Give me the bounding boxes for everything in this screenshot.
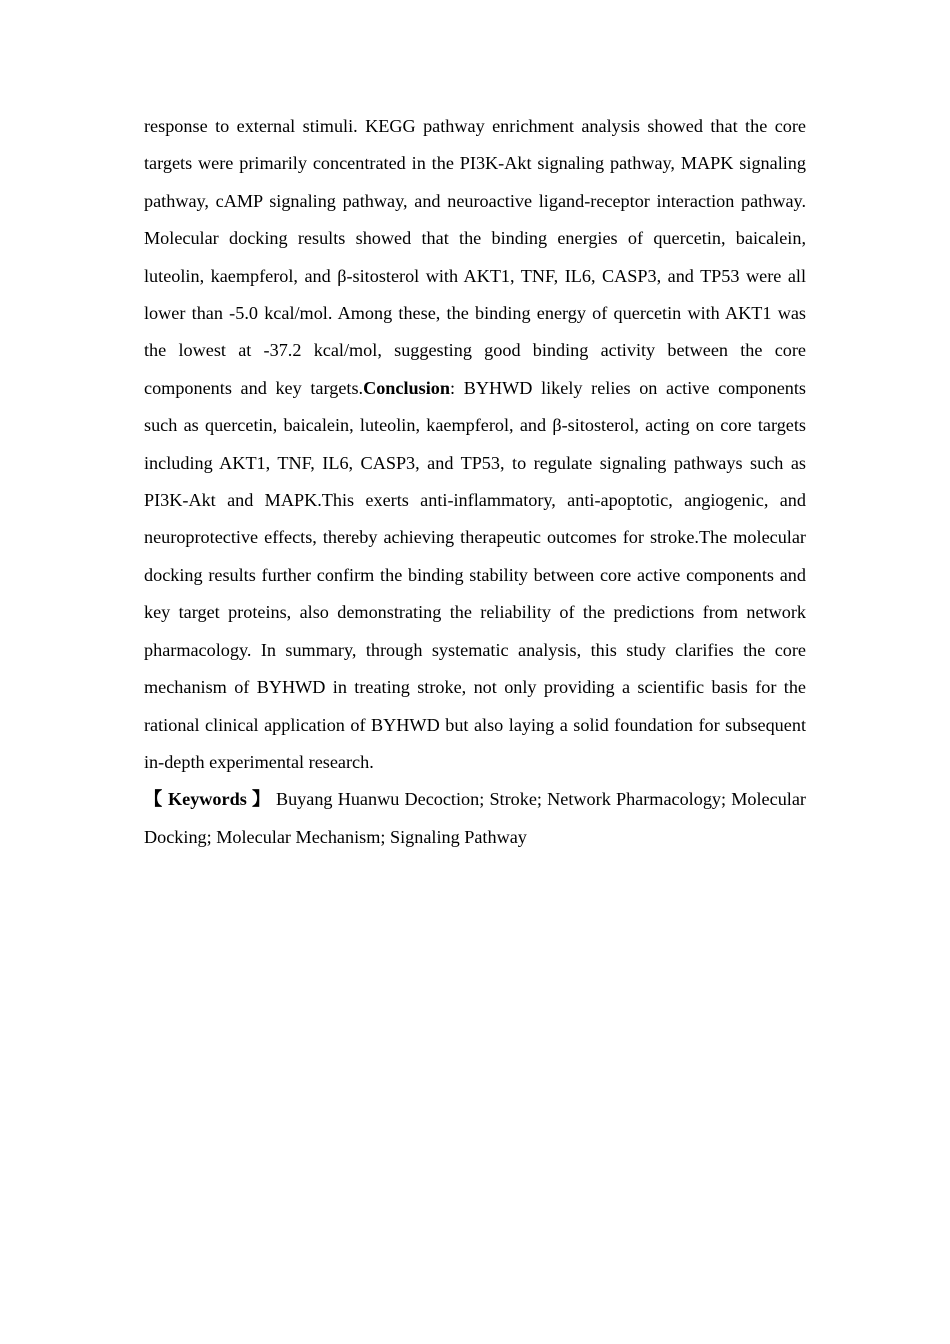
abstract-body bbox=[144, 108, 806, 856]
keywords-label: Keywords bbox=[167, 789, 247, 810]
keywords-open-bracket: 【 bbox=[144, 789, 163, 810]
abstract-results-text: response to external stimuli. KEGG pathway enrichment analysis showed that the core targets were primarily concentrated in the PI3K-Akt signaling pathway, MAPK signaling pathway, cAMP signaling pathway, and neuroactive ligand-receptor interaction pathway. Molecular docking results showed that the binding energies of quercetin, baicalein, luteolin, kaempferol, and β-sitosterol with AKT1, TNF, IL6, CASP3, and TP53 were all lower than -5.0 kcal/mol. Among these, the binding energy of quercetin with AKT1 was the lowest at -37.2 kcal/mol, suggesting good binding activity between the core components and key targets. bbox=[144, 116, 806, 398]
abstract-paragraph bbox=[144, 108, 806, 781]
keywords-paragraph bbox=[144, 781, 806, 856]
keywords-text: Buyang Huanwu Decoction; Stroke; Network Pharmacology; Molecular Docking; Molecular Mechanism; Signaling Pathway bbox=[144, 789, 806, 847]
conclusion-text: : BYHWD likely relies on active components such as quercetin, baicalein, luteolin, kaempferol, and β-sitosterol, acting on core targets including AKT1, TNF, IL6, CASP3, and TP53, to regulate signaling pathways such as PI3K-Akt and MAPK.This exerts anti-inflammatory, anti-apoptotic, angiogenic, and neuroprotective effects, thereby achieving therapeutic outcomes for stroke.The molecular docking results further confirm the binding stability between core active components and key target proteins, also demonstrating the reliability of the predictions from network pharmacology. In summary, through systematic analysis, this study clarifies the core mechanism of BYHWD in treating stroke, not only providing a scientific basis for the rational clinical application of BYHWD but also laying a solid foundation for subsequent in-depth experimental research. bbox=[144, 377, 806, 772]
conclusion-label: Conclusion bbox=[363, 377, 451, 398]
keywords-close-bracket: 】 bbox=[251, 789, 271, 810]
